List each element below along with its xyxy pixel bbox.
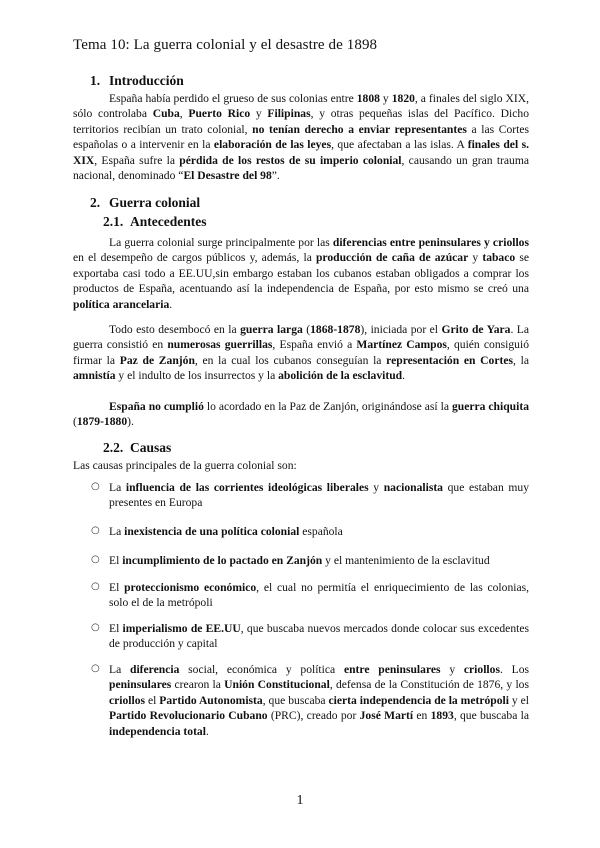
causes-intro: Las causas principales de la guerra colonial son: bbox=[73, 459, 297, 472]
emphasis-text: tabaco bbox=[482, 251, 516, 265]
emphasis-text: 1808 bbox=[356, 92, 380, 105]
emphasis-text: guerra chiquita bbox=[451, 400, 529, 413]
emphasis-text: Martínez Campos bbox=[356, 338, 447, 352]
list-item-text: El proteccionismo económico, el cual no permitía el enriquecimiento de las colonias, solo el de la metrópoli bbox=[109, 581, 530, 610]
emphasis-text: Filipinas bbox=[267, 107, 311, 121]
list-item-text: El incumplimiento de lo pactado en Zanjón y el mantenimiento de la esclavitud bbox=[109, 554, 490, 567]
emphasis-text: diferencia bbox=[130, 663, 180, 676]
emphasis-text: criollos bbox=[109, 693, 146, 707]
paragraph: España no cumplió lo acordado en la Paz de Zanjón, originándose así la guerra chiquita (1879-1880). bbox=[73, 400, 529, 429]
emphasis-text: amnistía bbox=[73, 369, 116, 383]
emphasis-text: proteccionismo económico bbox=[124, 581, 257, 594]
emphasis-text: política arancelaria bbox=[73, 297, 170, 311]
emphasis-text: finales del s. XIX bbox=[73, 138, 529, 167]
list-item-text: La diferencia social, económica y política entre peninsulares y criollos. Los peninsulares crearon la Unión Constitucional, defensa de la Constitución de 1876, y los criollos el Partido Autonomista, que buscaba cierta independencia de la metrópoli y el Partido Revolucionario Cubano (PRC), creado por José Martí en 1893, que buscaba la independencia total. bbox=[109, 663, 530, 738]
subsection-title: Antecedentes bbox=[130, 214, 207, 229]
emphasis-text: inexistencia de una política colonial bbox=[124, 525, 300, 538]
emphasis-text: Cuba bbox=[152, 107, 180, 121]
section-heading-guerra-colonial bbox=[90, 195, 200, 211]
page-number: 1 bbox=[296, 793, 304, 808]
emphasis-text: incumplimiento de lo pactado en Zanjón bbox=[122, 554, 323, 567]
bullet-icon: ○ bbox=[91, 481, 100, 492]
emphasis-text: Partido Revolucionario Cubano bbox=[109, 709, 268, 723]
subsection-heading-causas bbox=[103, 440, 171, 456]
section-number: 2. bbox=[90, 195, 101, 210]
emphasis-text: entre peninsulares bbox=[343, 663, 441, 676]
emphasis-text: peninsulares bbox=[109, 678, 172, 692]
emphasis-text: imperialismo de EE.UU bbox=[122, 622, 241, 635]
emphasis-text: diferencias entre peninsulares y criollos bbox=[332, 236, 529, 249]
emphasis-text: Unión Constitucional bbox=[224, 678, 330, 692]
section-number: 1. bbox=[90, 73, 101, 88]
paragraph: La guerra colonial surge principalmente por las diferencias entre peninsulares y criollos en el desempeño de cargos públicos y, además, la producción de caña de azúcar y tabaco se exportaba casi todo a EE.UU,sin embargo estaban los cubanos estaban obligados a comprar los productos de España, acentuando así la independencia de España, por esto mismo se creó una política arancelaria. bbox=[73, 236, 529, 311]
emphasis-text: criollos bbox=[463, 663, 500, 676]
list-item-text: La inexistencia de una política colonial española bbox=[109, 525, 343, 538]
emphasis-text: El Desastre del 98 bbox=[183, 169, 272, 183]
paragraph: Todo esto desembocó en la guerra larga (1868-1878), iniciada por el Grito de Yara. La guerra consistió en numerosas guerrillas, España envió a Martínez Campos, quién consiguió firmar la Paz de Zanjón, en la cual los cubanos conseguían la representación en Cortes, la amnistía y el indulto de los insurrectos y la abolición de la esclavitud. bbox=[73, 323, 530, 383]
section-title: Introducción bbox=[109, 73, 184, 88]
emphasis-text: 1893 bbox=[430, 709, 454, 723]
emphasis-text: representación en Cortes bbox=[386, 353, 514, 367]
list-item-text: La influencia de las corrientes ideológicas liberales y nacionalista que estaban muy presentes en Europa bbox=[109, 481, 529, 510]
bullet-icon: ○ bbox=[91, 525, 100, 536]
emphasis-text: Paz de Zanjón bbox=[119, 353, 195, 367]
paragraph: España había perdido el grueso de sus colonias entre 1808 y 1820, a finales del siglo XIX, sólo controlaba Cuba, Puerto Rico y Filipinas, y otras pequeñas islas del Pacífico. Dicho territorios recibían un trato colonial, no tenían derecho a enviar representantes a las Cortes españolas o a intervenir en la elaboración de las leyes, que afectaban a las islas. A finales del s. XIX, España sufre la pérdida de los restos de su imperio colonial, causando un gran trauma nacional, denominado “El Desastre del 98”. bbox=[73, 92, 530, 183]
bullet-icon: ○ bbox=[91, 663, 100, 674]
emphasis-text: pérdida de los restos de su imperio colonial bbox=[179, 153, 402, 167]
subsection-number: 2.1. bbox=[103, 214, 124, 229]
section-heading-introduccion bbox=[90, 73, 184, 89]
emphasis-text: España no cumplió bbox=[109, 400, 204, 413]
emphasis-text: José Martí bbox=[359, 709, 414, 723]
subsection-number: 2.2. bbox=[103, 440, 124, 455]
subsection-heading-antecedentes bbox=[103, 214, 206, 230]
emphasis-text: 1868-1878 bbox=[310, 323, 361, 336]
emphasis-text: cierta independencia de la metrópoli bbox=[328, 693, 509, 707]
emphasis-text: 1820 bbox=[391, 92, 415, 105]
emphasis-text: independencia total bbox=[109, 724, 206, 738]
emphasis-text: numerosas guerrillas bbox=[167, 338, 273, 352]
section-title: Guerra colonial bbox=[109, 195, 201, 210]
bullet-icon: ○ bbox=[91, 554, 100, 565]
emphasis-text: elaboración de las leyes bbox=[213, 138, 332, 152]
emphasis-text: 1879-1880 bbox=[76, 415, 128, 429]
document-title: Tema 10: La guerra colonial y el desastre de 1898 bbox=[73, 37, 378, 53]
list-item-text: El imperialismo de EE.UU, que buscaba nuevos mercados donde colocar sus excedentes de producción y capital bbox=[109, 622, 530, 651]
emphasis-text: guerra larga bbox=[240, 323, 303, 336]
subsection-title: Causas bbox=[130, 440, 172, 455]
bullet-icon: ○ bbox=[91, 581, 100, 592]
emphasis-text: producción de caña de azúcar bbox=[315, 251, 469, 265]
emphasis-text: Puerto Rico bbox=[188, 107, 251, 121]
emphasis-text: abolición de la esclavitud bbox=[278, 369, 403, 383]
emphasis-text: Partido Autonomista bbox=[159, 693, 263, 707]
emphasis-text: Grito de Yara bbox=[441, 323, 511, 336]
emphasis-text: influencia de las corrientes ideológicas liberales bbox=[125, 481, 369, 494]
emphasis-text: no tenían derecho a enviar representantes bbox=[252, 122, 467, 136]
emphasis-text: nacionalista bbox=[383, 481, 443, 494]
bullet-icon: ○ bbox=[91, 622, 100, 633]
